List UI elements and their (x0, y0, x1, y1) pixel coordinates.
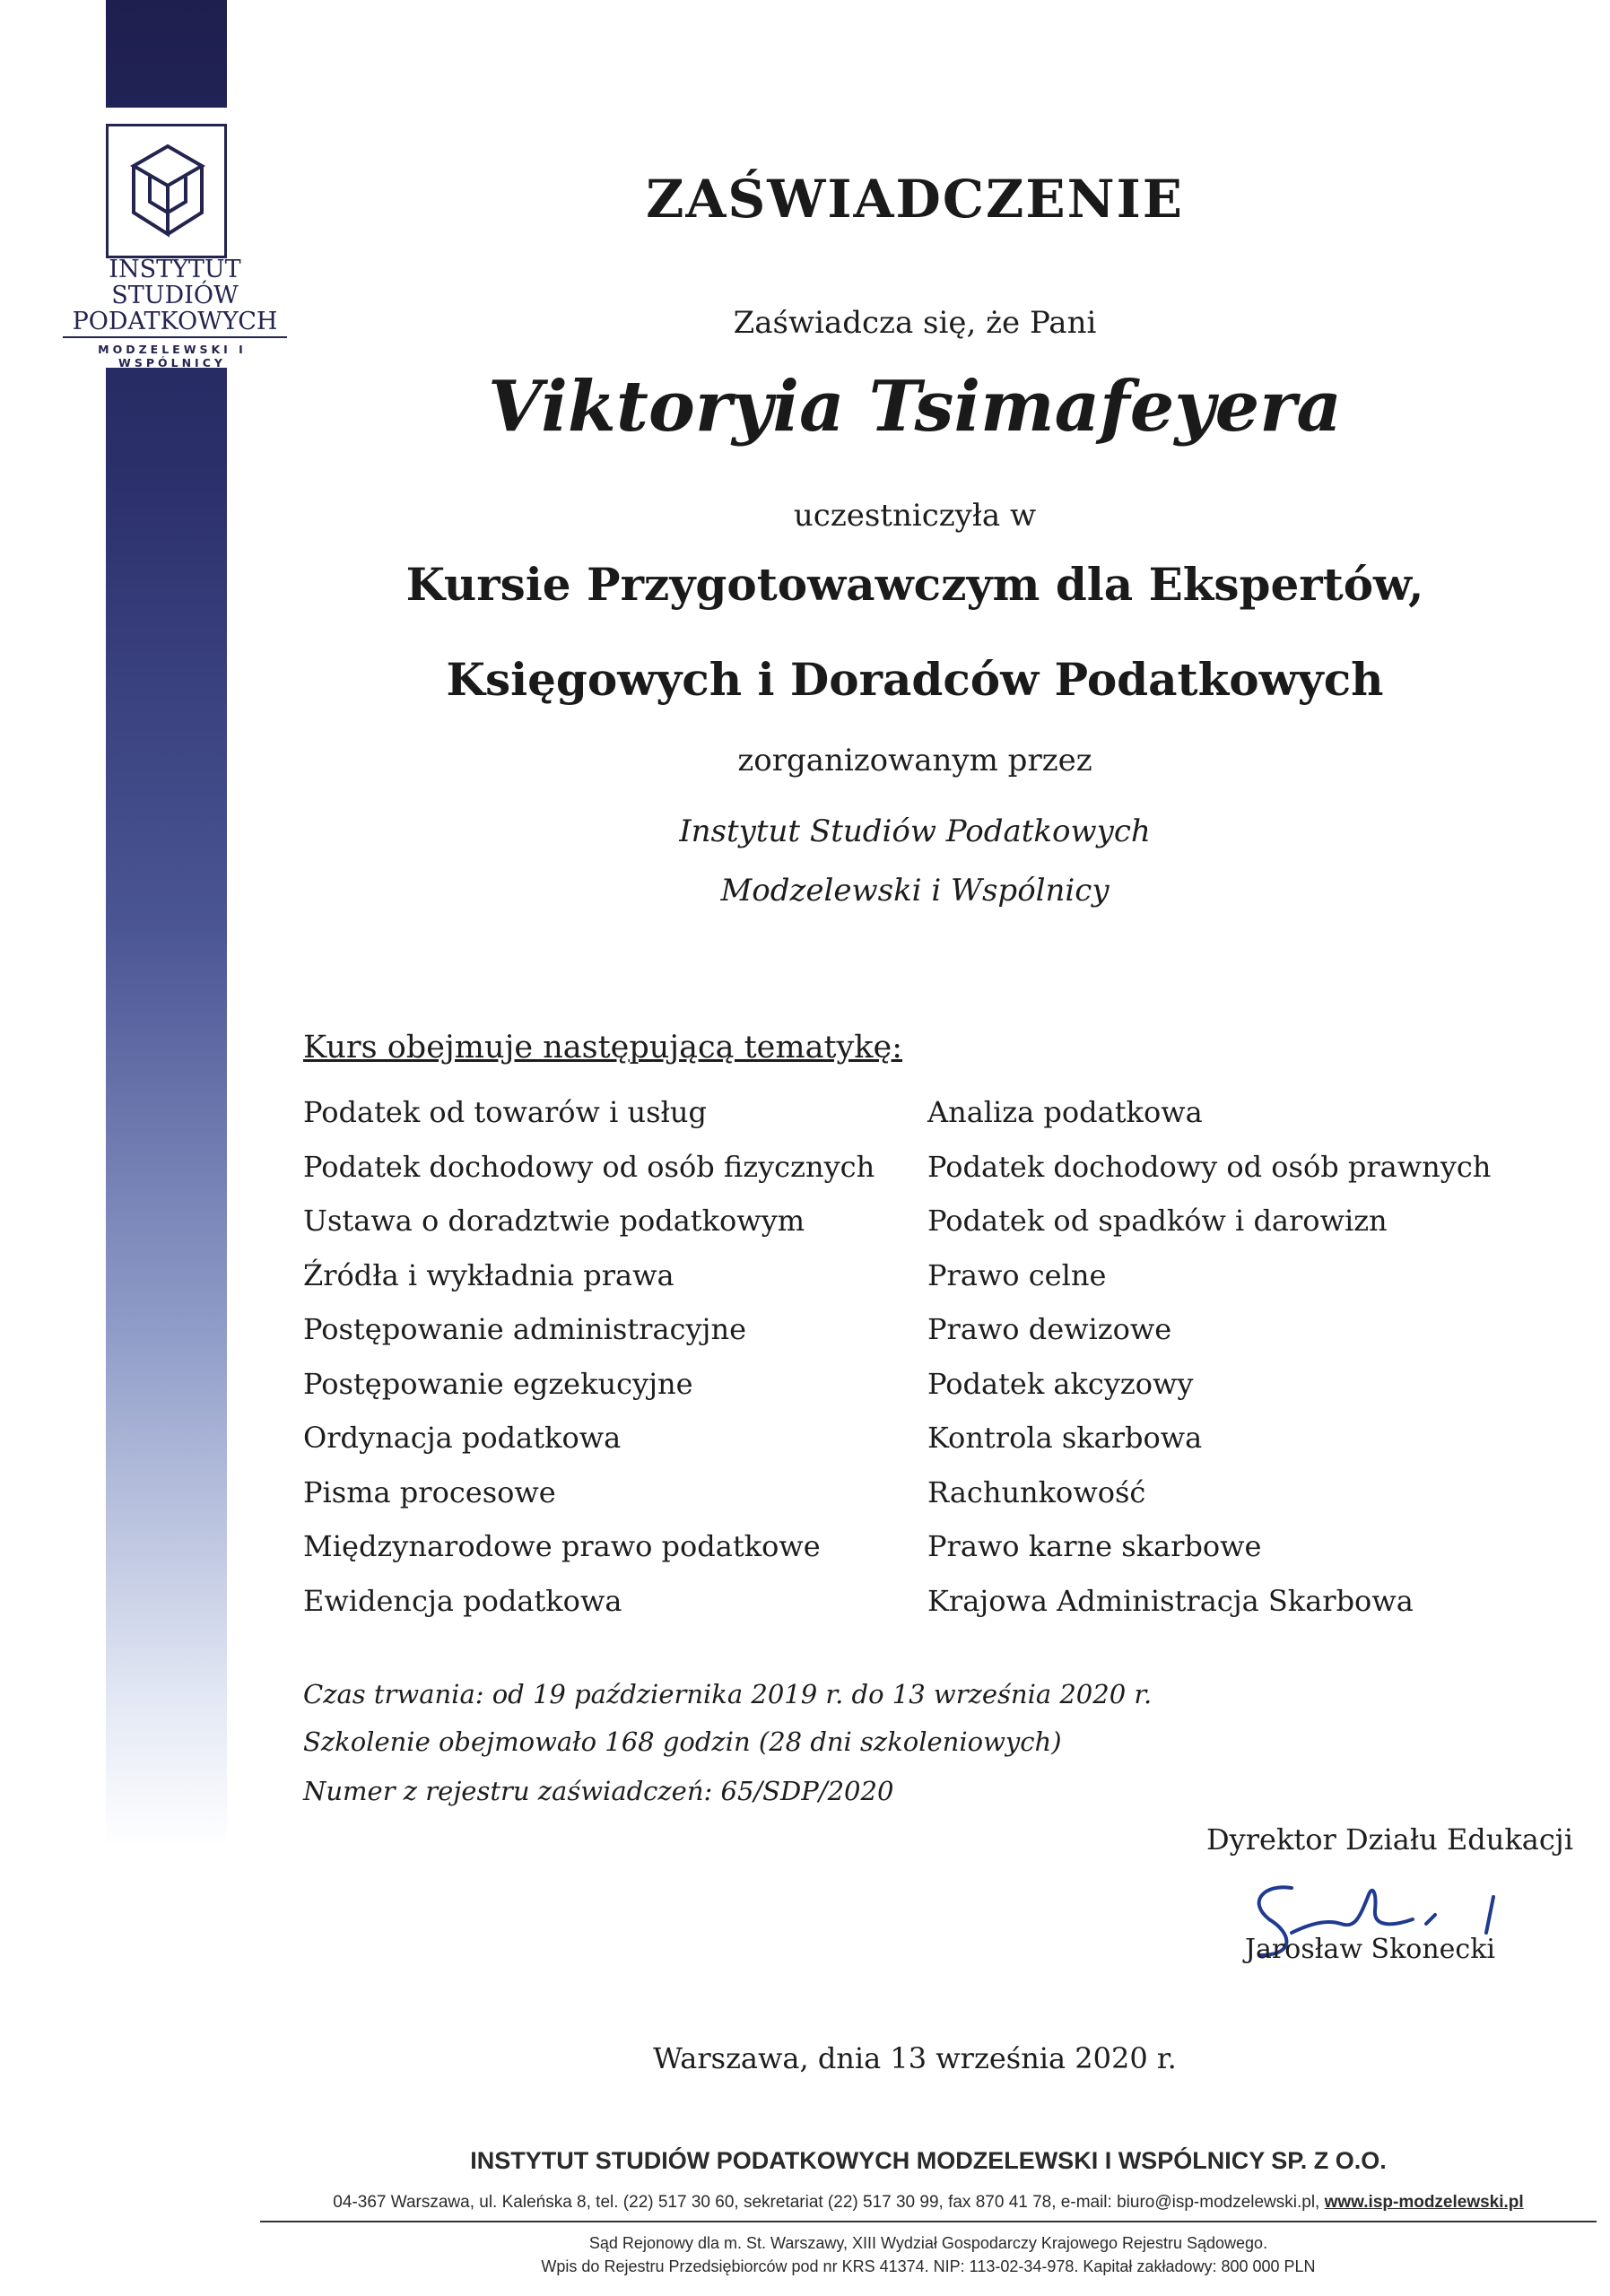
topics-list-right (927, 1085, 1491, 1628)
topic-item: Prawo celne (927, 1257, 1107, 1292)
topic-item: Ustawa o doradztwie podatkowym (303, 1204, 805, 1238)
topic-item: Prawo karne skarbowe (927, 1529, 1262, 1563)
topic-item: Ordynacja podatkowa (303, 1421, 622, 1455)
topic-item: Źródła i wykładnia prawa (303, 1257, 674, 1292)
organized-by-text: zorganizowanym przez (737, 743, 1092, 778)
signer-name: Jarosław Skonecki (1245, 1934, 1495, 1965)
signer-role: Dyrektor Działu Edukacji (1206, 1822, 1573, 1857)
register-number: Numer z rejestru zaświadczeń: 65/SDP/2020 (303, 1776, 894, 1806)
topic-item: Podatek od spadków i darowizn (927, 1204, 1388, 1238)
footer-court: Sąd Rejonowy dla m. St. Warszawy, XIII Wydział Gospodarczy Krajowego Rejestru Sądowego. (588, 2234, 1268, 2252)
participated-text: uczestniczyła w (793, 498, 1037, 534)
topic-item: Pisma procesowe (303, 1474, 556, 1509)
footer-contact: 04-367 Warszawa, ul. Kaleńska 8, tel. (22) 517 30 60, sekretariat (22) 517 30 99, fax 870 41 78, e-mail: biuro@isp-modzelewski.pl, (333, 2193, 1320, 2212)
topic-item: Kontrola skarbowa (927, 1421, 1203, 1455)
logo-line-3: PODATKOWYCH (72, 308, 278, 335)
topic-item: Międzynarodowe prawo podatkowe (303, 1529, 821, 1563)
course-duration: Czas trwania: od 19 października 2019 r. do 13 września 2020 r. (303, 1679, 1153, 1709)
footer-company: INSTYTUT STUDIÓW PODATKOWYCH MODZELEWSKI I WSPÓLNICY SP. Z O.O. (470, 2147, 1387, 2174)
footer-divider (260, 2221, 1597, 2222)
topic-item: Analiza podatkowa (927, 1095, 1203, 1129)
topic-item: Postępowanie egzekucyjne (303, 1366, 693, 1401)
intro-text: Zaświadcza się, że Pani (733, 305, 1097, 341)
logo-line-1: INSTYTUT (109, 256, 241, 283)
course-name-line-2: Księgowych i Doradców Podatkowych (446, 653, 1384, 706)
logo-wordmark (63, 257, 287, 338)
topic-item: Ewidencja podatkowa (303, 1583, 622, 1618)
logo-divider (63, 336, 287, 338)
logo-subtitle: MODZELEWSKI I WSPÓLNICY (98, 343, 247, 370)
topic-item: Postępowanie administracyjne (303, 1312, 746, 1346)
cube-icon (123, 139, 213, 245)
footer-legal (260, 2231, 1597, 2278)
topic-item: Podatek dochodowy od osób fizycznych (303, 1149, 875, 1184)
topic-item: Podatek dochodowy od osób prawnych (927, 1149, 1492, 1184)
topic-item: Podatek od towarów i usług (303, 1095, 707, 1129)
logo-line-2: STUDIÓW (111, 282, 239, 309)
footer-website[interactable]: www.isp-modzelewski.pl (1324, 2193, 1524, 2212)
topics-list-left (303, 1085, 875, 1628)
footer-address (260, 2193, 1597, 2213)
institute-logo (106, 124, 227, 258)
footer-registry: Wpis do Rejestru Przedsiębiorców pod nr KRS 41374. NIP: 113-02-34-978. Kapitał zakładowy: 800 000 PLN (541, 2257, 1316, 2275)
certificate-title: ZAŚWIADCZENIE (646, 169, 1184, 230)
topic-item: Krajowa Administracja Skarbowa (927, 1583, 1414, 1618)
topics-heading: Kurs obejmuje następującą tematykę: (303, 1030, 902, 1065)
organizer-line-2: Modzelewski i Wspólnicy (720, 873, 1110, 909)
course-name-line-1: Kursie Przygotowawczym dla Ekspertów, (405, 558, 1424, 611)
course-hours: Szkolenie obejmowało 168 godzin (28 dni szkoleniowych) (303, 1726, 1062, 1757)
topic-item: Podatek akcyzowy (927, 1366, 1194, 1401)
topic-item: Prawo dewizowe (927, 1312, 1172, 1346)
topic-item: Rachunkowość (927, 1474, 1146, 1509)
place-and-date: Warszawa, dnia 13 września 2020 r. (653, 2041, 1177, 2075)
organizer-line-1: Instytut Studiów Podatkowych (679, 813, 1151, 849)
recipient-name: Viktoryia Tsimafeyera (488, 366, 1342, 448)
